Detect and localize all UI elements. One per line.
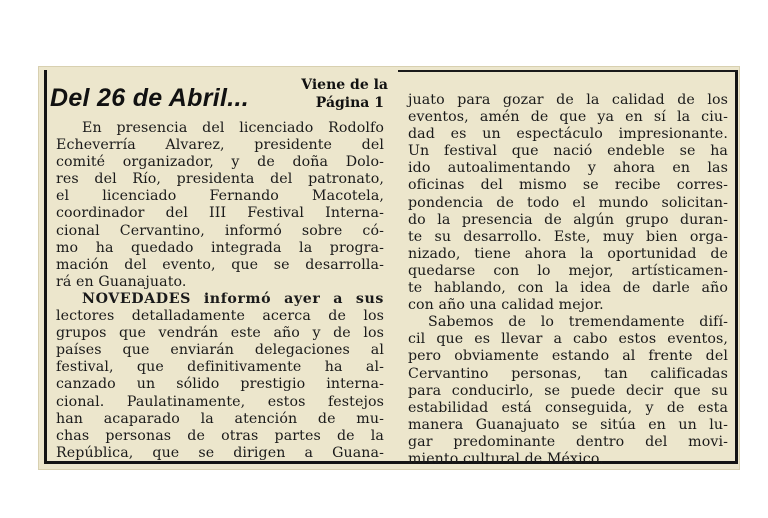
text-line: lectores detalladamente acerca de los bbox=[56, 308, 384, 325]
continuation-line-1: Viene de la bbox=[301, 77, 388, 93]
text-line: oficinas del mismo se recibe corres- bbox=[408, 177, 728, 194]
text-line: pero obviamente estando al frente del bbox=[408, 348, 728, 365]
text-line: han acaparado la atención de mu- bbox=[56, 410, 384, 427]
text-line: cil que es llevar a cabo estos eventos, bbox=[408, 331, 728, 348]
text-line: En presencia del licenciado Rodolfo bbox=[82, 120, 384, 136]
text-line: pondencia de todo el mundo solicitan- bbox=[408, 194, 728, 211]
text-line: gar predominante dentro del movi- bbox=[408, 433, 728, 450]
text-line: te su desarrollo. Este, muy bien orga- bbox=[408, 228, 728, 245]
text-line: para conducirlo, se puede decir que su bbox=[408, 382, 728, 399]
article-column-right bbox=[408, 92, 728, 468]
text-line: mo ha quedado integrada la progra- bbox=[56, 239, 384, 256]
text-line: chas personas de otras partes de la bbox=[56, 427, 384, 444]
text-line: ido autoalimentando y ahora en las bbox=[408, 160, 728, 177]
text-line: coordinador del III Festival Interna- bbox=[56, 205, 384, 222]
text-line: con año una calidad mejor. bbox=[408, 297, 604, 314]
text-line: quedarse con lo mejor, artísticamen- bbox=[408, 262, 728, 279]
text-line: rá en Guanajuato. bbox=[56, 273, 187, 290]
text-line: dad es un espectáculo impresionante. bbox=[408, 126, 728, 143]
text-line: nizado, tiene ahora la oportunidad de bbox=[408, 245, 728, 262]
text-line: el licenciado Fernando Macotela, bbox=[56, 188, 384, 205]
text-line: manera Guanajuato se sitúa en un lu- bbox=[408, 416, 728, 433]
text-line: comité organizador, y de doña Dolo- bbox=[56, 154, 384, 171]
text-line: do la presencia de algún grupo duran- bbox=[408, 211, 728, 228]
text-line: mación del evento, que se desarrolla- bbox=[56, 256, 384, 273]
text-line: miento cultural de México. bbox=[408, 450, 604, 467]
headline: Del 26 de Abril... bbox=[50, 84, 249, 112]
text-line: te hablando, con la idea de darle año bbox=[408, 280, 728, 297]
text-line: cional Cervantino, informó sobre có- bbox=[56, 222, 384, 239]
text-line: juato para gozar de la calidad de los bbox=[408, 92, 728, 108]
clipping-border-left bbox=[44, 70, 47, 462]
clipping-border-top bbox=[398, 70, 738, 72]
text-line: estabilidad está conseguida, y de esta bbox=[408, 399, 728, 416]
text-line: grupos que vendrán este año y de los bbox=[56, 325, 384, 342]
text-line: República, que se dirigen a Guana- bbox=[56, 444, 384, 461]
text-line: países que enviarán delegaciones al bbox=[56, 342, 384, 359]
text-line: NOVEDADES informó ayer a sus bbox=[82, 290, 384, 307]
text-line: canzado un sólido prestigio interna- bbox=[56, 376, 384, 393]
text-line: Cervantino personas, tan calificadas bbox=[408, 365, 728, 382]
text-line: eventos, amén de que ya en sí la ciu- bbox=[408, 109, 728, 126]
text-line: Echeverría Alvarez, presidente del bbox=[56, 137, 384, 154]
continuation-line-2: Página 1 bbox=[315, 95, 384, 111]
text-line: festival, que definitivamente ha al- bbox=[56, 359, 384, 376]
clipping-border-right bbox=[735, 72, 738, 464]
continuation-note bbox=[292, 76, 388, 112]
text-line: Un festival que nació endeble se ha bbox=[408, 143, 728, 160]
text-line: res del Río, presidenta del patronato, bbox=[56, 171, 384, 188]
text-line: cional. Paulatinamente, estos festejos bbox=[56, 393, 384, 410]
text-line: Sabemos de lo tremendamente difí- bbox=[428, 314, 728, 331]
article-column-left bbox=[56, 120, 384, 462]
